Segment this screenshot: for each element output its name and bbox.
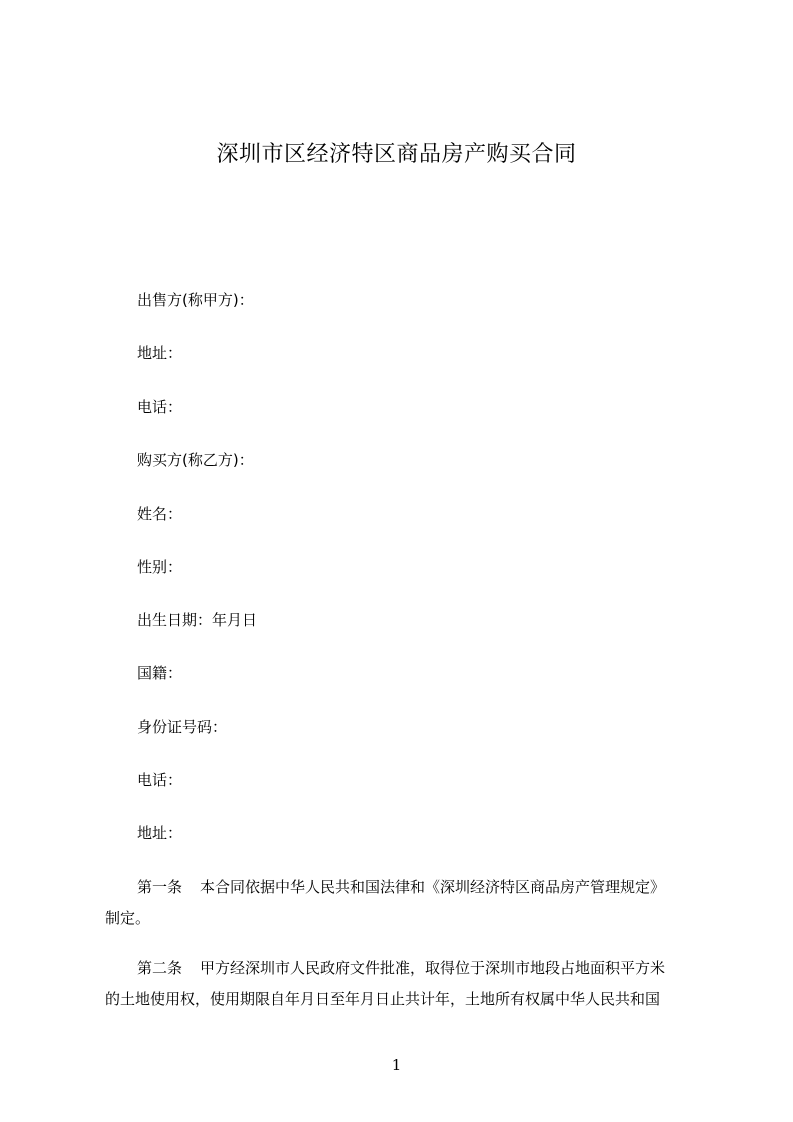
field-buyer-address: 地址： [137, 824, 183, 842]
field-seller-address: 地址： [137, 344, 183, 362]
field-buyer-id-number: 身份证号码： [137, 718, 228, 736]
article-2-line-2: 的土地使用权，使用期限自年月日至年月日止共计年，土地所有权属中华人民共和国 [105, 990, 661, 1008]
article-1-line-1 [105, 877, 695, 897]
page-number: 1 [391, 1056, 402, 1074]
article-2-heading: 第二条 [137, 959, 183, 977]
article-1-text: 本合同依据中华人民共和国法律和《深圳经济特区商品房产管理规定》 [200, 878, 666, 896]
article-2-line-1 [105, 958, 695, 978]
field-seller: 出售方(称甲方)： [137, 291, 254, 309]
article-1-heading: 第一条 [137, 878, 183, 896]
field-buyer: 购买方(称乙方)： [137, 451, 254, 469]
article-2 [105, 958, 695, 1009]
article-1-line-2: 制定。 [105, 909, 151, 927]
field-buyer-gender: 性别： [137, 558, 183, 576]
field-buyer-phone: 电话： [137, 771, 183, 789]
document-title: 深圳市区经济特区商品房产购买合同 [216, 142, 577, 167]
field-seller-phone: 电话： [137, 398, 183, 416]
field-buyer-name: 姓名： [137, 505, 183, 523]
field-buyer-nationality: 国籍： [137, 664, 183, 682]
article-1 [105, 877, 695, 928]
article-2-text: 甲方经深圳市人民政府文件批准，取得位于深圳市地段占地面积平方米 [200, 959, 666, 977]
field-buyer-birthdate: 出生日期：年月日 [137, 611, 258, 629]
